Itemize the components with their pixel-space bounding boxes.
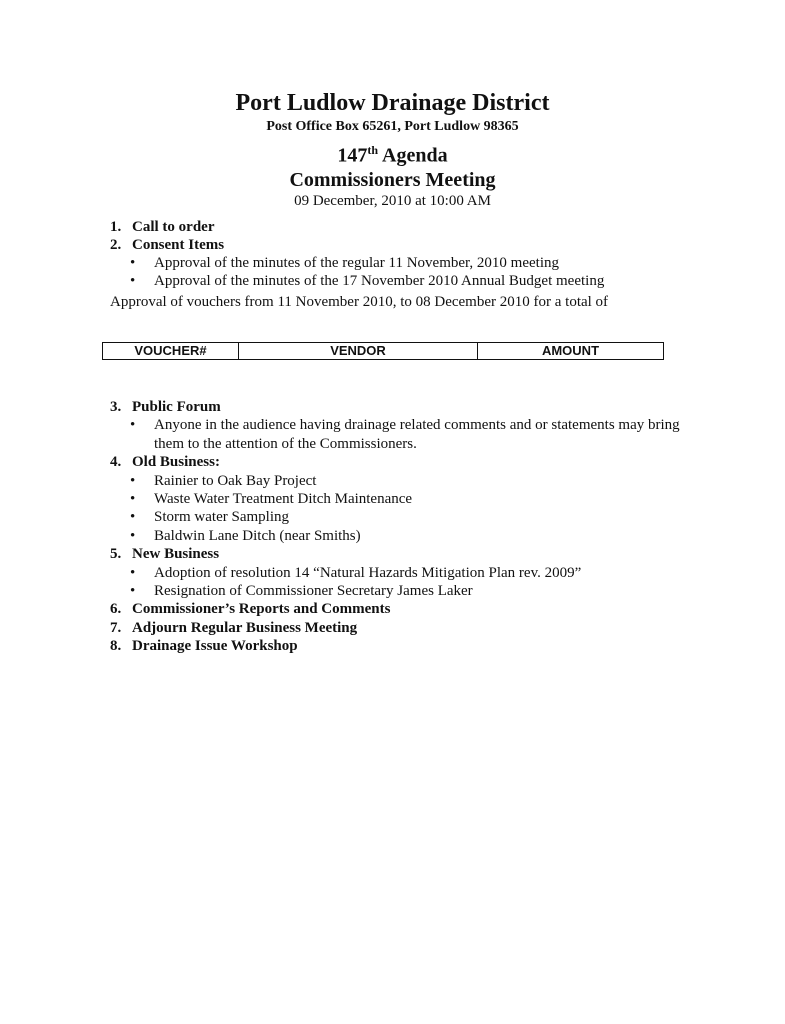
agenda-ordinal: th — [367, 143, 379, 157]
bullet-icon: • — [130, 472, 136, 489]
item-number: 4. — [110, 454, 122, 471]
agenda-list-part2 — [110, 398, 680, 656]
list-item: • Rainier to Oak Bay Project — [130, 472, 317, 489]
item-number: 5. — [110, 546, 122, 563]
col-vendor: VENDOR — [239, 343, 478, 359]
list-item: • Anyone in the audience having drainage related comments and or statements may bring them to the attention of the Commissioners. — [130, 417, 680, 452]
meeting-date: 09 December, 2010 at 10:00 AM — [294, 192, 491, 209]
old-business-list — [110, 472, 680, 546]
bullet-icon: • — [130, 583, 136, 600]
vouchers-text: Approval of vouchers from 11 November 2010, to 08 December 2010 for a total of — [110, 294, 609, 310]
agenda-item-8 — [110, 637, 680, 655]
item-number: 8. — [110, 638, 122, 655]
item-number: 1. — [110, 219, 122, 235]
bullet-icon: • — [130, 491, 136, 508]
list-item: • Waste Water Treatment Ditch Maintenance — [130, 491, 413, 508]
item-label: New Business — [132, 546, 220, 563]
bullet-icon: • — [130, 417, 136, 434]
list-item: • Storm water Sampling — [130, 509, 289, 526]
bullet-icon: • — [130, 564, 136, 581]
agenda-item-1 — [110, 218, 680, 236]
agenda-word: Agenda — [382, 144, 448, 167]
document-header — [0, 88, 785, 210]
bullet-icon: • — [130, 273, 136, 289]
item-number: 7. — [110, 619, 122, 636]
item-number: 6. — [110, 601, 122, 618]
item-label: Adjourn Regular Business Meeting — [132, 619, 358, 636]
list-item: • Adoption of resolution 14 “Natural Hazards Mitigation Plan rev. 2009” — [130, 564, 582, 581]
item-number: 3. — [110, 399, 122, 415]
list-item: • Baldwin Lane Ditch (near Smiths) — [130, 527, 361, 544]
list-item: • Approval of the minutes of the 17 November 2010 Annual Budget meeting — [130, 273, 605, 289]
col-amount: AMOUNT — [541, 343, 600, 358]
bullet-icon: • — [130, 255, 136, 271]
item-label: Call to order — [132, 219, 215, 235]
item-label: Public Forum — [132, 399, 221, 415]
list-item: • Approval of the minutes of the regular 11 November, 2010 meeting — [130, 255, 559, 271]
meeting-title: Commissioners Meeting — [289, 168, 496, 191]
agenda-item-7 — [110, 619, 680, 637]
bullet-icon: • — [130, 509, 136, 526]
agenda-item-2 — [110, 236, 680, 254]
item-label: Consent Items — [132, 237, 225, 253]
col-voucher: VOUCHER# — [103, 343, 239, 359]
item-label: Commissioner’s Reports and Comments — [132, 601, 391, 618]
public-forum-list — [110, 416, 680, 453]
agenda-num: 147 — [337, 144, 368, 167]
agenda-item-4 — [110, 453, 680, 471]
org-address: Post Office Box 65261, Port Ludlow 98365 — [266, 119, 519, 134]
item-label: Old Business: — [132, 454, 220, 471]
agenda-list-part1 — [110, 218, 680, 290]
item-label: Drainage Issue Workshop — [132, 638, 298, 655]
new-business-list — [110, 564, 680, 601]
agenda-item-3 — [110, 398, 680, 416]
consent-items-list — [110, 254, 680, 290]
agenda-item-5 — [110, 545, 680, 563]
list-item: • Resignation of Commissioner Secretary James Laker — [130, 583, 473, 600]
agenda-item-6 — [110, 600, 680, 618]
agenda-number — [0, 138, 785, 168]
bullet-icon: • — [130, 527, 136, 544]
item-number: 2. — [110, 237, 122, 253]
voucher-table-header — [102, 342, 664, 360]
org-title: Port Ludlow Drainage District — [235, 90, 550, 116]
